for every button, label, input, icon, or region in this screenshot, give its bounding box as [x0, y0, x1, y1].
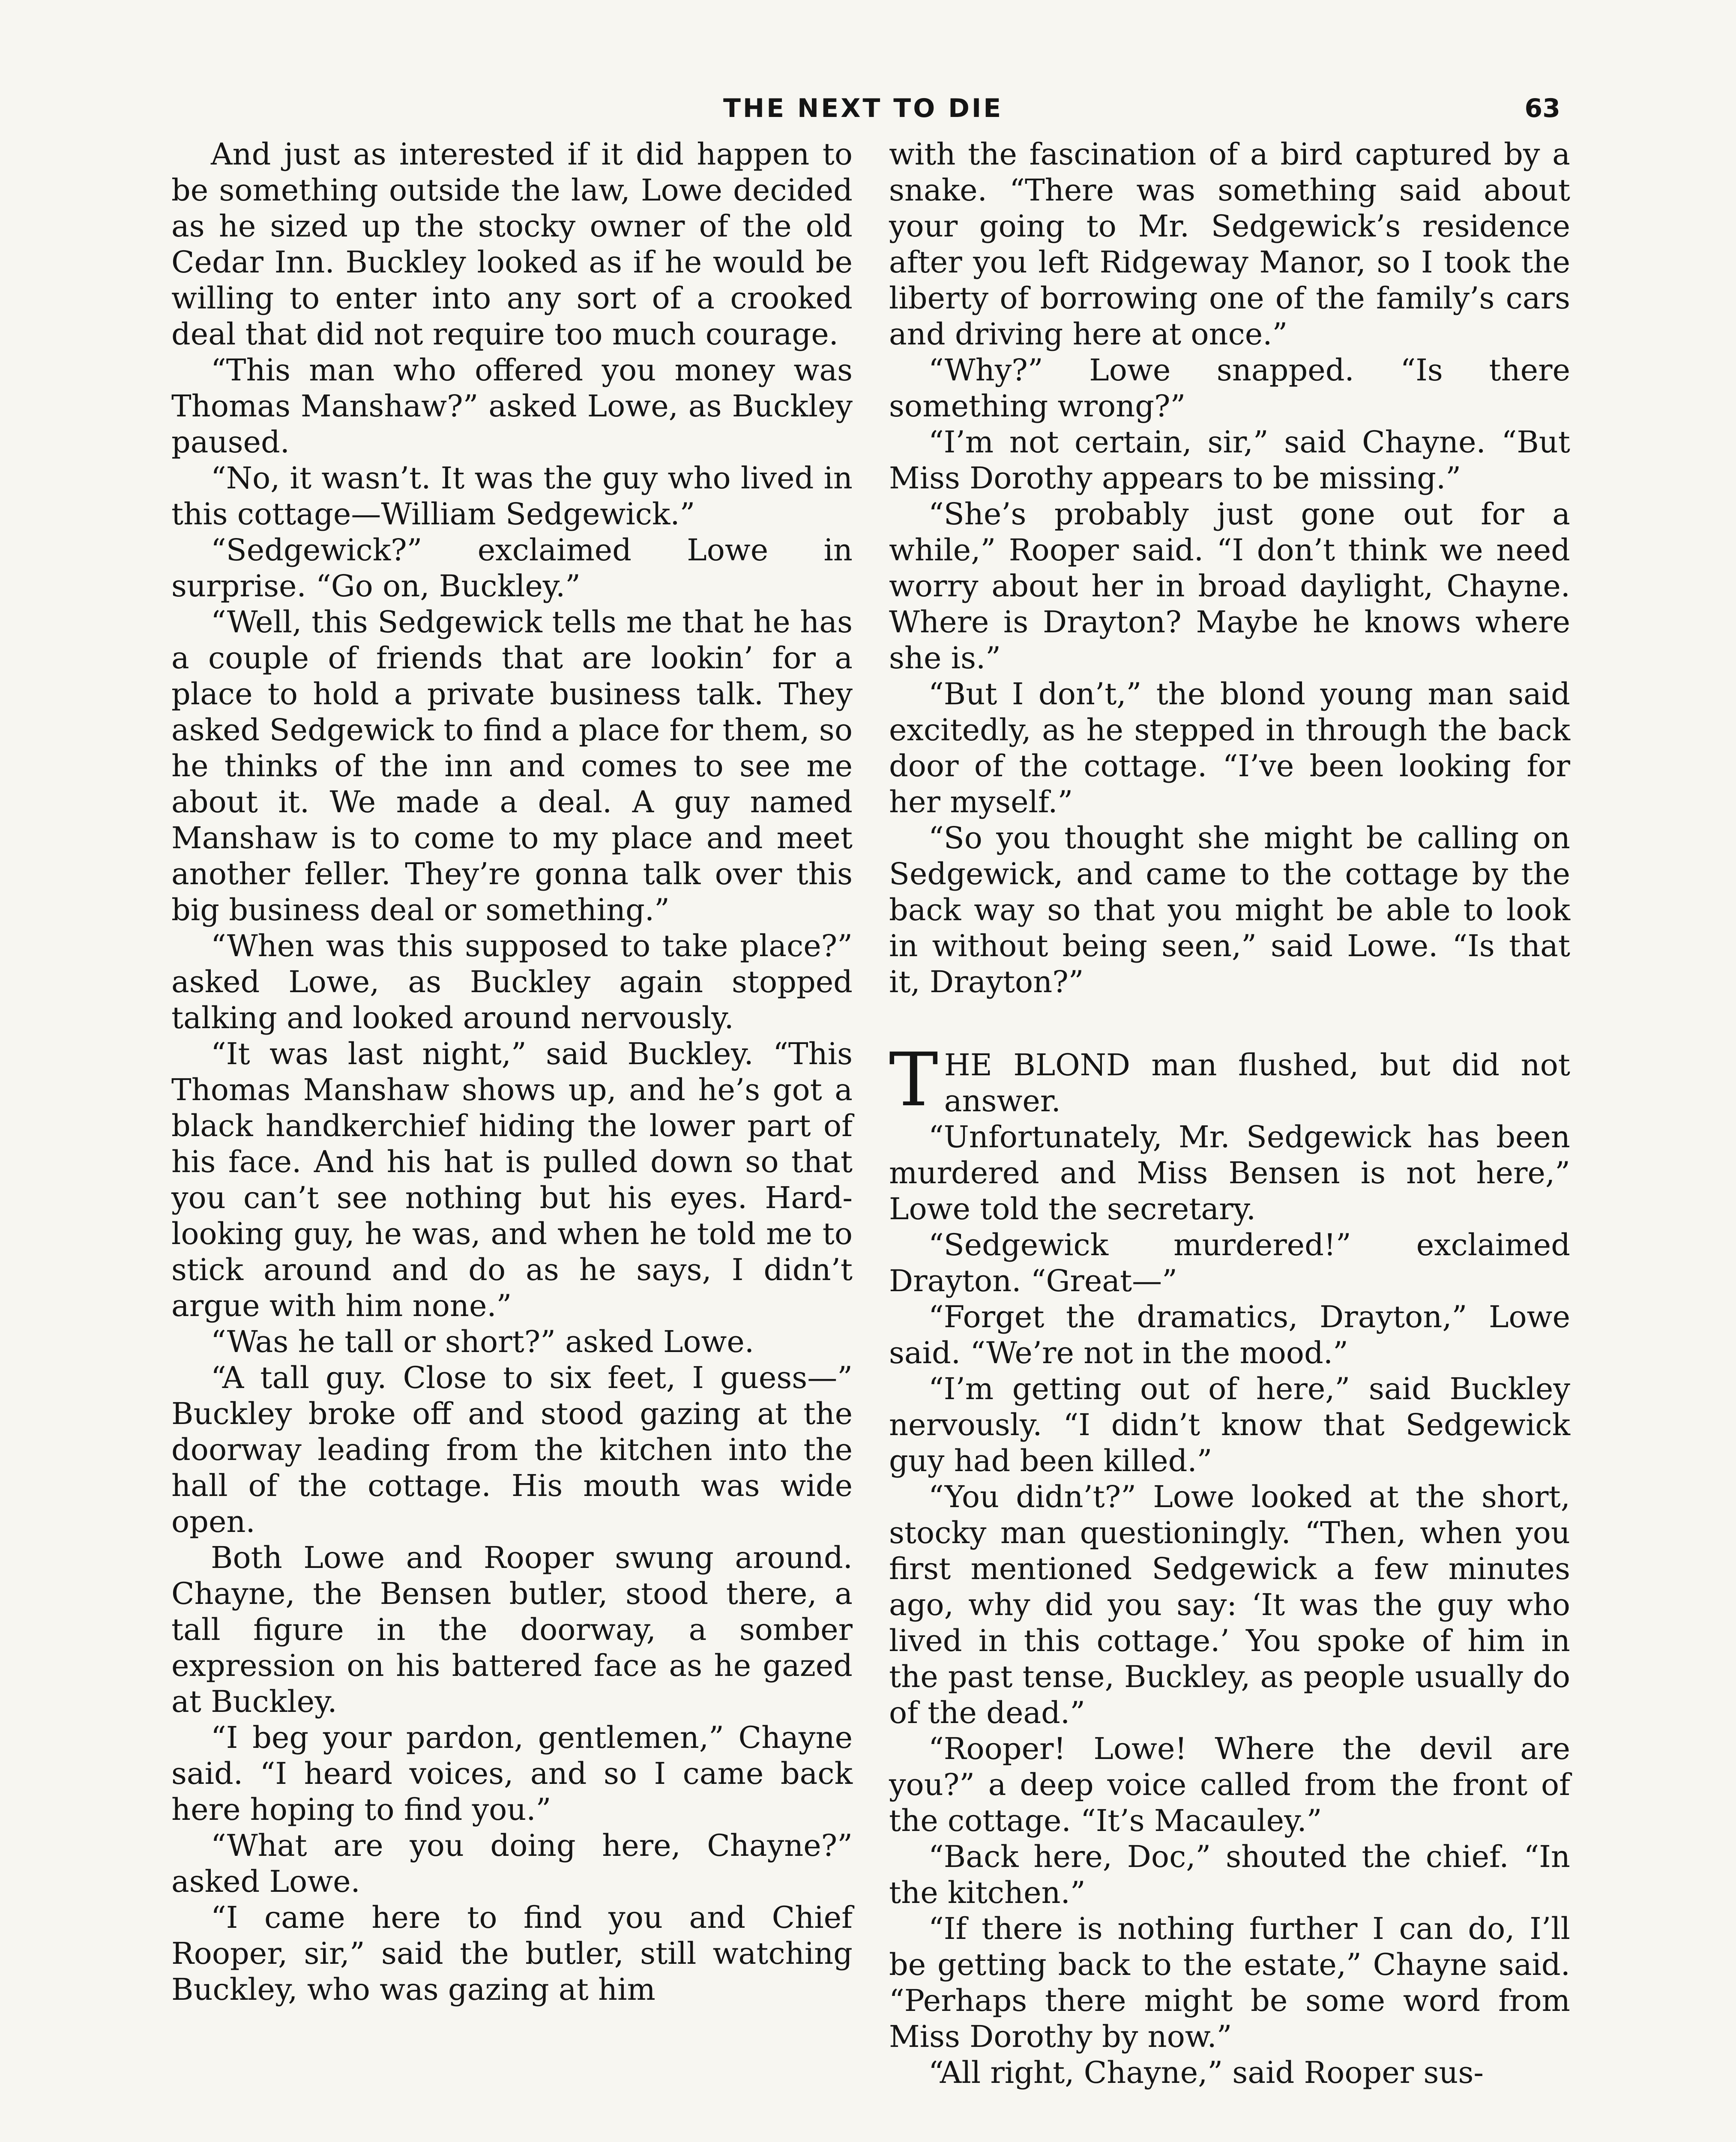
paragraph: “Back here, Doc,” shouted the chief. “In the kitchen.”	[889, 1839, 1570, 1910]
paragraph: with the fascination of a bird captured by a snake. “There was something said about your going to Mr. Sedgewick’s residence after you left Ridgeway Manor, so I took the liberty of borrowing one of the family’s cars and driving here at once.”	[889, 137, 1570, 352]
page-number: 63	[1524, 93, 1560, 123]
paragraph: “Why?” Lowe snapped. “Is there something wrong?”	[889, 353, 1570, 424]
paragraph: “What are you doing here, Chayne?” asked Lowe.	[171, 1828, 853, 1899]
paragraph: And just as interested if it did happen to be something outside the law, Lowe decided as he sized up the stocky owner of the old Cedar Inn. Buckley looked as if he would be willing to enter into any sort of a crooked deal that did not require too much courage.	[171, 137, 853, 352]
paragraph: “Forget the dramatics, Drayton,” Lowe said. “We’re not in the mood.”	[889, 1299, 1570, 1370]
paragraph: “No, it wasn’t. It was the guy who lived in this cottage—William Sedgewick.”	[171, 461, 853, 532]
paragraph: “Was he tall or short?” asked Lowe.	[211, 1324, 754, 1359]
paragraph: “You didn’t?” Lowe looked at the short, stocky man questioningly. “Then, when you first mentioned Sedgewick a few minutes ago, why did you say: ‘It was the guy who lived in this cottage.’ You spoke of him in the past tense, Buckley, as people usually do of the dead.”	[889, 1479, 1570, 1730]
paragraph: “All right, Chayne,” said Rooper sus-	[928, 2055, 1484, 2090]
right-text-column	[889, 136, 1570, 2091]
paragraph: “Rooper! Lowe! Where the devil are you?” a deep voice called from the front of the cottage. “It’s Macauley.”	[889, 1731, 1570, 1838]
paragraph: “I came here to find you and Chief Rooper, sir,” said the butler, still watching Buckley, who was gazing at him	[171, 1900, 853, 2007]
paragraph: “When was this supposed to take place?” asked Lowe, as Buckley again stopped talking and looked around nervously.	[171, 928, 853, 1035]
running-head-title: THE NEXT TO DIE	[723, 93, 1003, 123]
paragraph: “Sedgewick murdered!” exclaimed Drayton. “Great—”	[889, 1227, 1570, 1298]
paragraph: “I beg your pardon, gentlemen,” Chayne said. “I heard voices, and so I came back here hoping to find you.”	[171, 1720, 853, 1827]
drop-cap: T	[889, 1037, 938, 1123]
paragraph: “Unfortunately, Mr. Sedgewick has been murdered and Miss Bensen is not here,” Lowe told the secretary.	[889, 1119, 1570, 1227]
paragraph: “I’m getting out of here,” said Buckley nervously. “I didn’t know that Sedgewick guy had been killed.”	[889, 1371, 1570, 1478]
section-opening-paragraph	[889, 1037, 1570, 1123]
paragraph: “Well, this Sedgewick tells me that he has a couple of friends that are lookin’ for a place to hold a private business talk. They asked Sedgewick to find a place for them, so he thinks of the inn and comes to see me about it. We made a deal. A guy named Manshaw is to come to my place and meet another feller. They’re gonna talk over this big business deal or something.”	[171, 604, 853, 927]
paragraph: “I’m not certain, sir,” said Chayne. “But Miss Dorothy appears to be missing.”	[889, 425, 1570, 496]
section-break	[889, 1000, 1570, 1047]
paragraph: “Sedgewick?” exclaimed Lowe in surprise. “Go on, Buckley.”	[171, 533, 853, 604]
paragraph: “If there is nothing further I can do, I’ll be getting back to the estate,” Chayne said. “Perhaps there might be some word from Miss Dorothy by now.”	[889, 1911, 1570, 2054]
paragraph: Both Lowe and Rooper swung around. Chayne, the Bensen butler, stood there, a tall figure in the doorway, a somber expression on his battered face as he gazed at Buckley.	[171, 1540, 853, 1719]
paragraph: “But I don’t,” the blond young man said excitedly, as he stepped in through the back door of the cottage. “I’ve been looking for her myself.”	[889, 676, 1570, 820]
paragraph: “It was last night,” said Buckley. “This Thomas Manshaw shows up, and he’s got a black handkerchief hiding the lower part of his face. And his hat is pulled down so that you can’t see nothing but his eyes. Hard-looking guy, he was, and when he told me to stick around and do as he says, I didn’t argue with him none.”	[171, 1036, 853, 1323]
paragraph: “A tall guy. Close to six feet, I guess—” Buckley broke off and stood gazing at the doorway leading from the kitchen into the hall of the cottage. His mouth was wide open.	[171, 1360, 853, 1539]
section-opening-text: HE BLOND man flushed, but did not answer.	[944, 1047, 1570, 1119]
paragraph: “This man who offered you money was Thomas Manshaw?” asked Lowe, as Buckley paused.	[171, 353, 853, 460]
paragraph: “So you thought she might be calling on Sedgewick, and came to the cottage by the back way so that you might be able to look in without being seen,” said Lowe. “Is that it, Drayton?”	[889, 820, 1570, 999]
left-text-column	[171, 136, 853, 2007]
paragraph: “She’s probably just gone out for a while,” Rooper said. “I don’t think we need worry about her in broad daylight, Chayne. Where is Drayton? Maybe he knows where she is.”	[889, 497, 1570, 676]
